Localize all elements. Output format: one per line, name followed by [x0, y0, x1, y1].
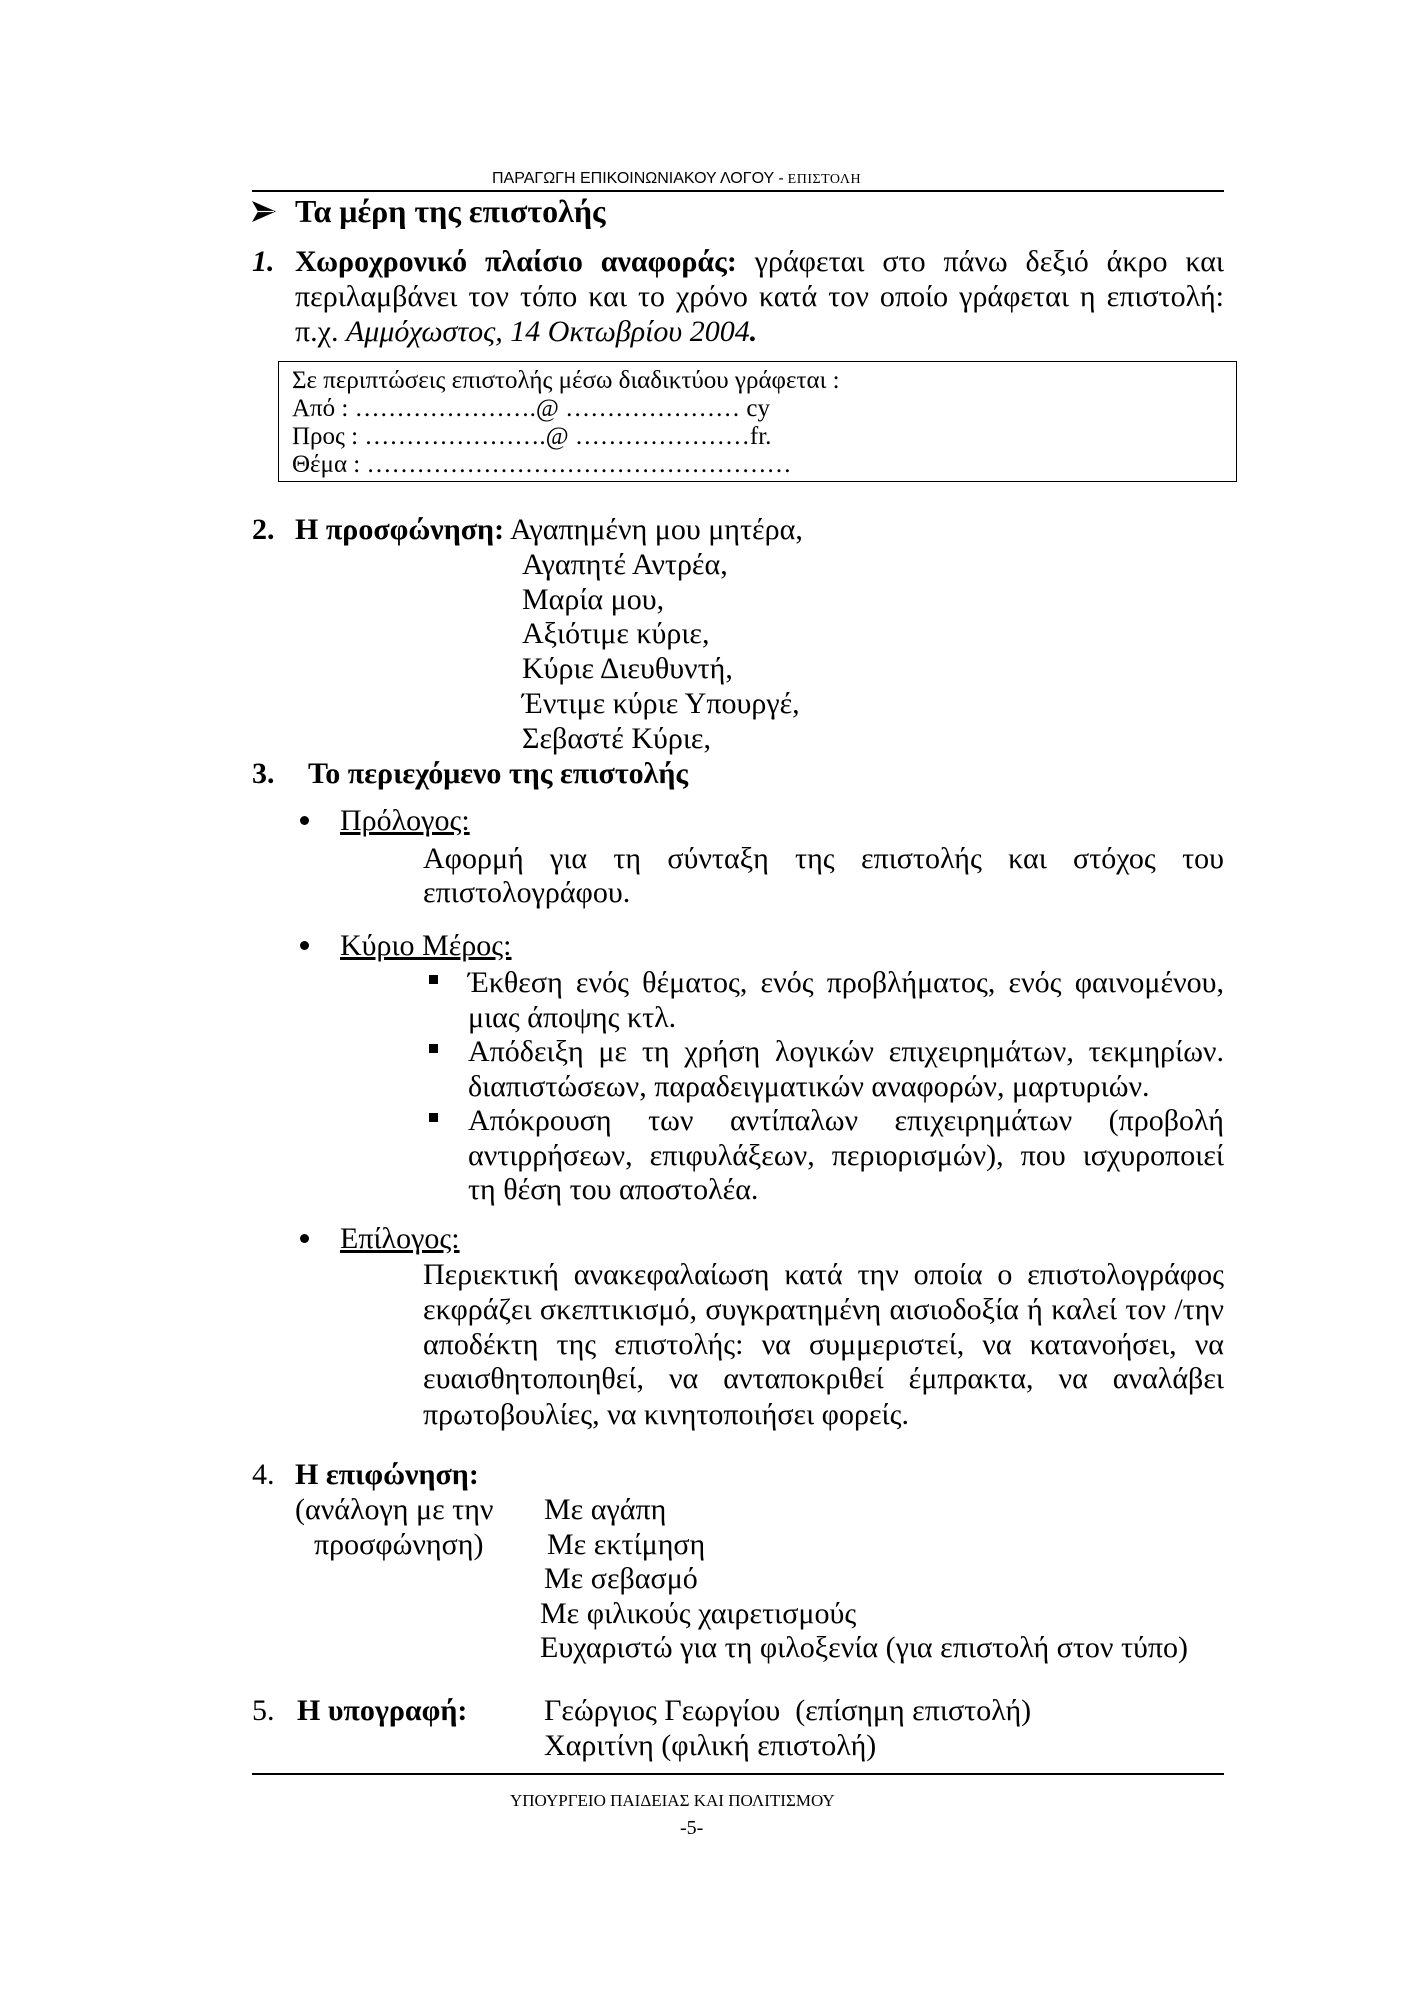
item3-heading: Το περιεχόμενο της επιστολής [308, 757, 689, 790]
item1-heading: Χωροχρονικό πλαίσιο αναφοράς: [295, 245, 737, 278]
epilogue-line: αποδέκτη της επιστολής: να συμμεριστεί, να κατανοήσει, να [423, 1328, 1224, 1361]
item1-line-2: περιλαμβάνει τον τόπο και το χρόνο κατά τον οποίο γράφεται η επιστολή: [295, 280, 1224, 313]
salutation: Αγαπητέ Αντρέα, [522, 548, 728, 581]
main-body-point-line: διαπιστώσεων, παραδειγματικών αναφορών, μαρτυριών. [468, 1070, 1150, 1103]
salutation: Μαρία μου, [522, 583, 665, 616]
main-body-point-line: Έκθεση ενός θέματος, ενός προβλήματος, ενός φαινομένου, [468, 966, 1224, 999]
item1-text-1: γράφεται στο πάνω δεξιό άκρο και [754, 245, 1224, 278]
item5-heading: Η υπογραφή: [297, 1694, 468, 1727]
salutation: Έντιμε κύριε Υπουργέ, [522, 687, 800, 720]
square-bullet-icon [429, 1113, 438, 1122]
closing-phrase: Με αγάπη [544, 1493, 667, 1526]
item5-number: 5. [252, 1694, 275, 1727]
salutation: Αξιότιμε κύριε, [522, 617, 710, 650]
prologue-label: Πρόλογος: [340, 804, 470, 837]
example-prefix: π.χ. [295, 315, 339, 348]
epilogue-label: Επίλογος: [340, 1222, 460, 1255]
epilogue-line: εκφράζει σκεπτικισμό, συγκρατημένη αισιοδοξία ή καλεί τον /την [423, 1293, 1224, 1326]
example-place-date: Αμμόχωστος, 14 Οκτωβρίου 2004 [345, 315, 750, 348]
item4-note: προσφώνηση) [314, 1528, 484, 1561]
prologue-line: Αφορμή για τη σύνταξη της επιστολής και στόχος του [423, 842, 1224, 875]
epilogue-line: ευαισθητοποιηθεί, να ανταποκριθεί έμπρακτα, να αναλάβει [423, 1362, 1224, 1395]
closing-phrase: Με σεβασμό [544, 1562, 698, 1595]
header-subtitle: ΕΠΙΣΤΟΛΗ [787, 172, 862, 187]
signature-example: Γεώργιος Γεωργίου (επίσημη επιστολή) [544, 1694, 1032, 1727]
item2-heading: Η προσφώνηση: [295, 513, 505, 546]
main-body-point-line: τη θέση του αποστολέα. [468, 1173, 759, 1206]
main-body-point-line: Απόδειξη με τη χρήση λογικών επιχειρημάτων, τεκμηρίων. [468, 1035, 1224, 1068]
email-subject-line: Θέμα : …………………………………………… [292, 451, 792, 478]
item4-note: (ανάλογη με την [295, 1493, 494, 1526]
footer-ministry: ΥΠΟΥΡΓΕΙΟ ΠΑΙΔΕΙΑΣ ΚΑΙ ΠΟΛΙΤΙΣΜΟΥ [510, 1791, 835, 1810]
footer-rule [252, 1773, 1224, 1775]
salutation: Αγαπημένη μου μητέρα, [509, 513, 803, 546]
item2-number: 2. [252, 513, 275, 546]
main-body-point-line: Απόκρουση των αντίπαλων επιχειρημάτων (προβολή [468, 1104, 1224, 1137]
email-to-line: Προς : ………………….@ …………………fr. [292, 423, 772, 450]
item1-example-line [295, 314, 757, 349]
square-bullet-icon [429, 1044, 438, 1053]
closing-phrase: Με φιλικούς χαιρετισμούς [540, 1597, 857, 1630]
item4-number: 4. [252, 1458, 275, 1491]
signature-example: Χαριτίνη (φιλική επιστολή) [544, 1729, 877, 1762]
epilogue-line: πρωτοβουλίες, να κινητοποιήσει φορείς. [423, 1398, 909, 1431]
header-title: ΠΑΡΑΓΩΓΗ ΕΠΙΚΟΙΝΩΝΙΑΚΟΥ ΛΟΓΟΥ - [492, 170, 784, 187]
item1-number: 1. [252, 245, 275, 278]
item3-number: 3. [252, 757, 275, 790]
arrow-bullet-icon [252, 201, 276, 222]
salutation: Σεβαστέ Κύριε, [522, 722, 712, 755]
item4-heading: Η επιφώνηση: [295, 1458, 479, 1491]
example-period: . [749, 315, 758, 348]
main-body-label: Κύριο Μέρος: [340, 929, 512, 962]
email-box-intro: Σε περιπτώσεις επιστολής μέσω διαδικτύου γράφεται : [292, 367, 840, 394]
bullet-dot-icon [300, 1234, 309, 1243]
closing-phrase: Με εκτίμηση [547, 1528, 706, 1561]
running-header [492, 168, 861, 190]
email-from-line: Από : ………………….@ ………………… cy [292, 395, 770, 422]
salutation: Κύριε Διευθυντή, [522, 652, 733, 685]
bullet-dot-icon [300, 941, 309, 950]
bullet-dot-icon [300, 816, 309, 825]
square-bullet-icon [429, 975, 438, 984]
section-title: Τα μέρη της επιστολής [295, 193, 606, 229]
item2-line [295, 512, 803, 547]
main-body-point-line: μιας άποψης κτλ. [468, 1001, 677, 1034]
closing-phrase: Ευχαριστώ για τη φιλοξενία (για επιστολή στον τύπο) [540, 1631, 1189, 1664]
item1-line-1 [295, 244, 1224, 279]
main-body-point-line: αντιρρήσεων, επιφυλάξεων, περιορισμών), που ισχυροποιεί [468, 1139, 1224, 1172]
page-number: -5- [680, 1817, 704, 1839]
prologue-line: επιστολογράφου. [423, 876, 631, 909]
epilogue-line: Περιεκτική ανακεφαλαίωση κατά την οποία ο επιστολογράφος [423, 1258, 1224, 1291]
